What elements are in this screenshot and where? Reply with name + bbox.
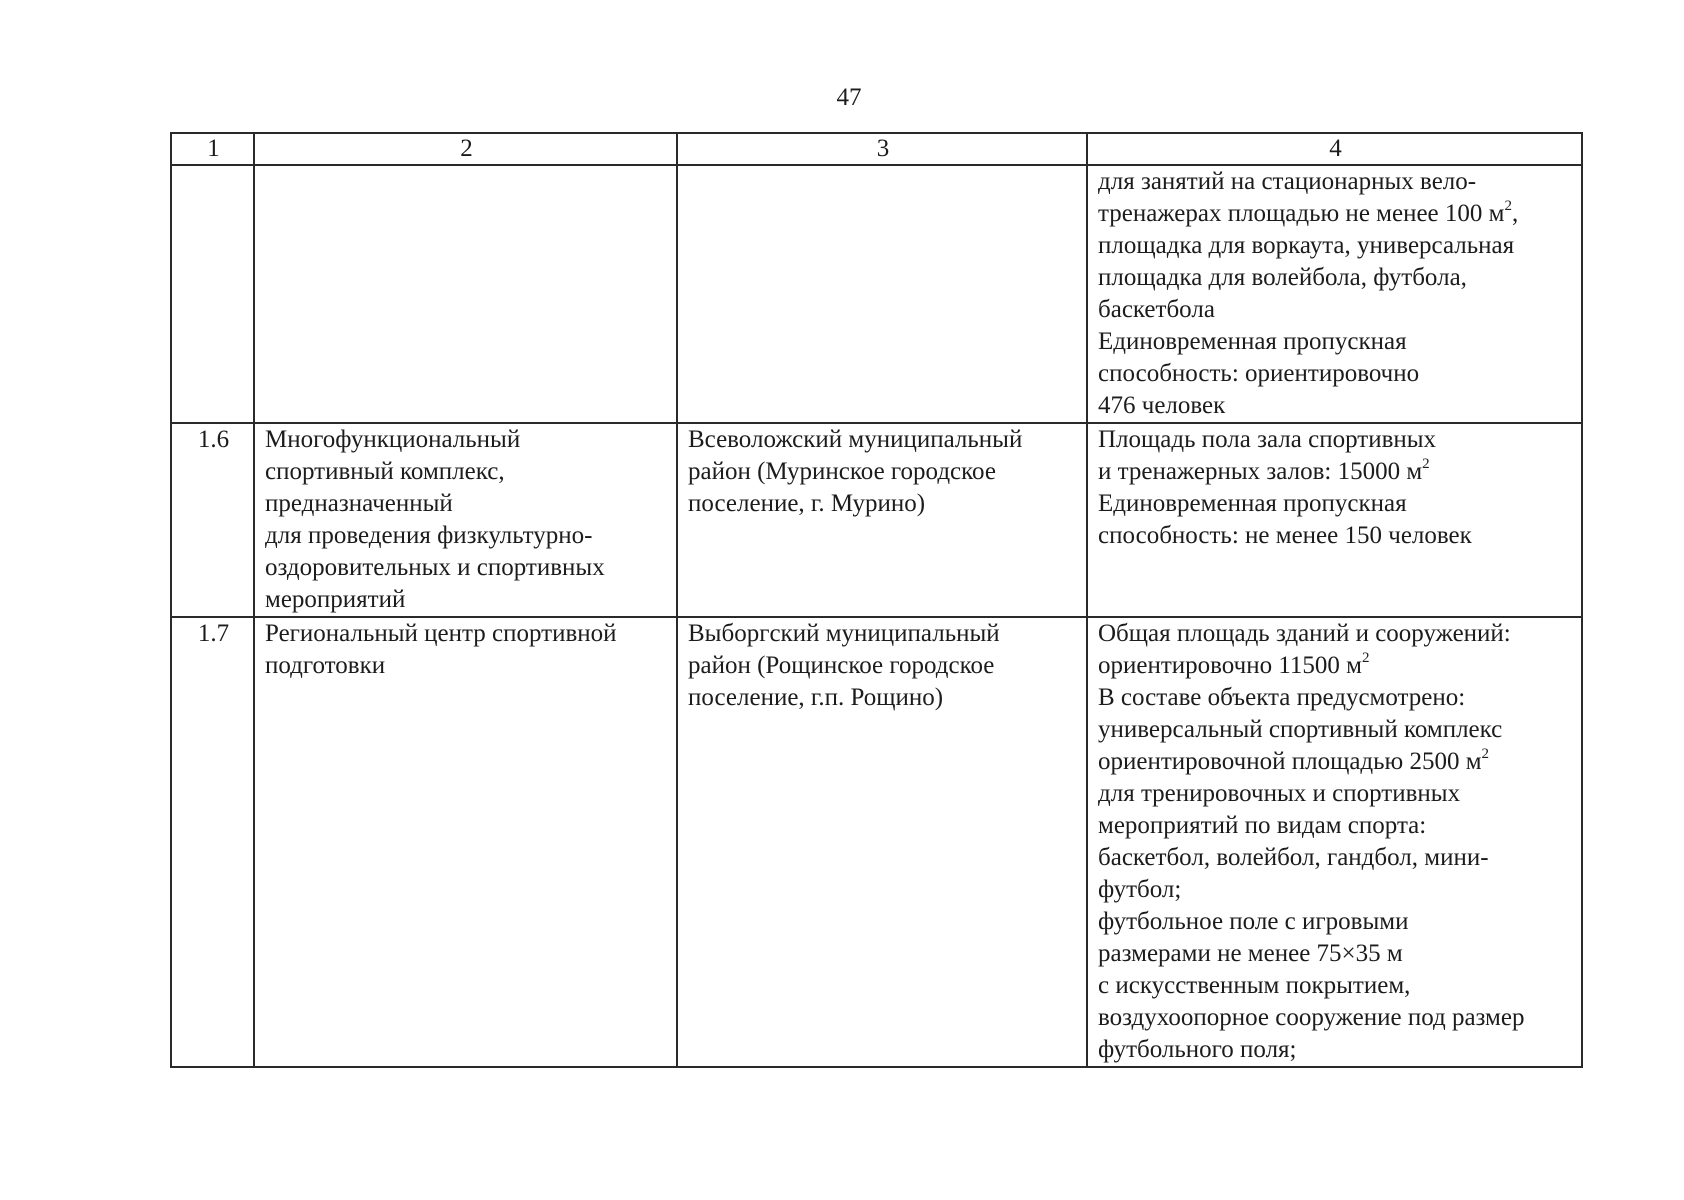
name-line: мероприятий	[265, 586, 406, 613]
details-line: баскетбола	[1098, 296, 1215, 323]
name-line: Многофункциональный	[265, 426, 521, 453]
details-line: Общая площадь зданий и сооружений:	[1098, 620, 1511, 647]
location-line: Выборгский муниципальный	[688, 620, 1000, 647]
page-number: 47	[836, 84, 862, 111]
location-cell	[677, 165, 1087, 423]
table-row	[171, 617, 1582, 1067]
details-line: воздухоопорное сооружение под размер	[1098, 1004, 1525, 1031]
details-line: площадка для волейбола, футбола,	[1098, 264, 1467, 291]
details-line: Площадь пола зала спортивных	[1098, 426, 1437, 453]
details-line: футбол;	[1098, 876, 1182, 903]
details-line: Единовременная пропускная	[1098, 328, 1407, 355]
facilities-table	[170, 132, 1583, 1068]
column-header: 2	[254, 133, 677, 165]
details-line: способность: ориентировочно	[1098, 360, 1420, 387]
name-line: спортивный комплекс,	[265, 458, 505, 485]
table-header-row	[171, 133, 1582, 165]
row-number-cell: 1.6	[171, 423, 254, 617]
details-cell	[1087, 617, 1582, 1067]
details-line: футбольного поля;	[1098, 1036, 1297, 1063]
details-cell	[1087, 423, 1582, 617]
name-line: предназначенный	[265, 490, 453, 517]
row-number-cell	[171, 165, 254, 423]
details-line: баскетбол, волейбол, гандбол, мини-	[1098, 844, 1489, 871]
location-cell	[677, 423, 1087, 617]
details-line: тренажерах площадью не менее 100 $м^2$,	[1098, 198, 1519, 227]
column-header: 4	[1087, 133, 1582, 165]
details-line: Единовременная пропускная	[1098, 490, 1407, 517]
object-name-cell	[254, 423, 677, 617]
details-line: размерами не менее 75×35 м	[1098, 940, 1403, 967]
details-line: универсальный спортивный комплекс	[1098, 716, 1503, 743]
row-number-cell: 1.7	[171, 617, 254, 1067]
details-line: мероприятий по видам спорта:	[1098, 812, 1427, 839]
details-line: В составе объекта предусмотрено:	[1098, 684, 1466, 711]
details-line: и тренажерных залов: 15000 $м^2$	[1098, 456, 1430, 485]
table-row	[171, 423, 1582, 617]
details-line: ориентировочно 11500 $м^2$	[1098, 650, 1370, 679]
location-line: поселение, г.п. Рощино)	[688, 684, 944, 711]
name-line: для проведения физкультурно-	[265, 522, 593, 549]
details-line: площадка для воркаута, универсальная	[1098, 232, 1515, 259]
location-cell	[677, 617, 1087, 1067]
object-name-cell	[254, 617, 677, 1067]
details-line: ориентировочной площадью 2500 $м^2$	[1098, 746, 1490, 775]
details-line: способность: не менее 150 человек	[1098, 522, 1472, 549]
name-line: подготовки	[265, 652, 386, 679]
details-cell	[1087, 165, 1582, 423]
details-line: футбольное поле с игровыми	[1098, 908, 1409, 935]
column-header: 1	[171, 133, 254, 165]
details-line: для тренировочных и спортивных	[1098, 780, 1461, 807]
details-line: с искусственным покрытием,	[1098, 972, 1411, 999]
name-line: Региональный центр спортивной	[265, 620, 617, 647]
details-line: 476 человек	[1098, 392, 1226, 419]
location-line: поселение, г. Мурино)	[688, 490, 926, 517]
table-row	[171, 165, 1582, 423]
location-line: район (Муринское городское	[688, 458, 996, 485]
location-line: Всеволожский муниципальный	[688, 426, 1023, 453]
name-line: оздоровительных и спортивных	[265, 554, 605, 581]
details-line: для занятий на стационарных вело-	[1098, 168, 1477, 195]
column-header: 3	[677, 133, 1087, 165]
location-line: район (Рощинское городское	[688, 652, 995, 679]
object-name-cell	[254, 165, 677, 423]
